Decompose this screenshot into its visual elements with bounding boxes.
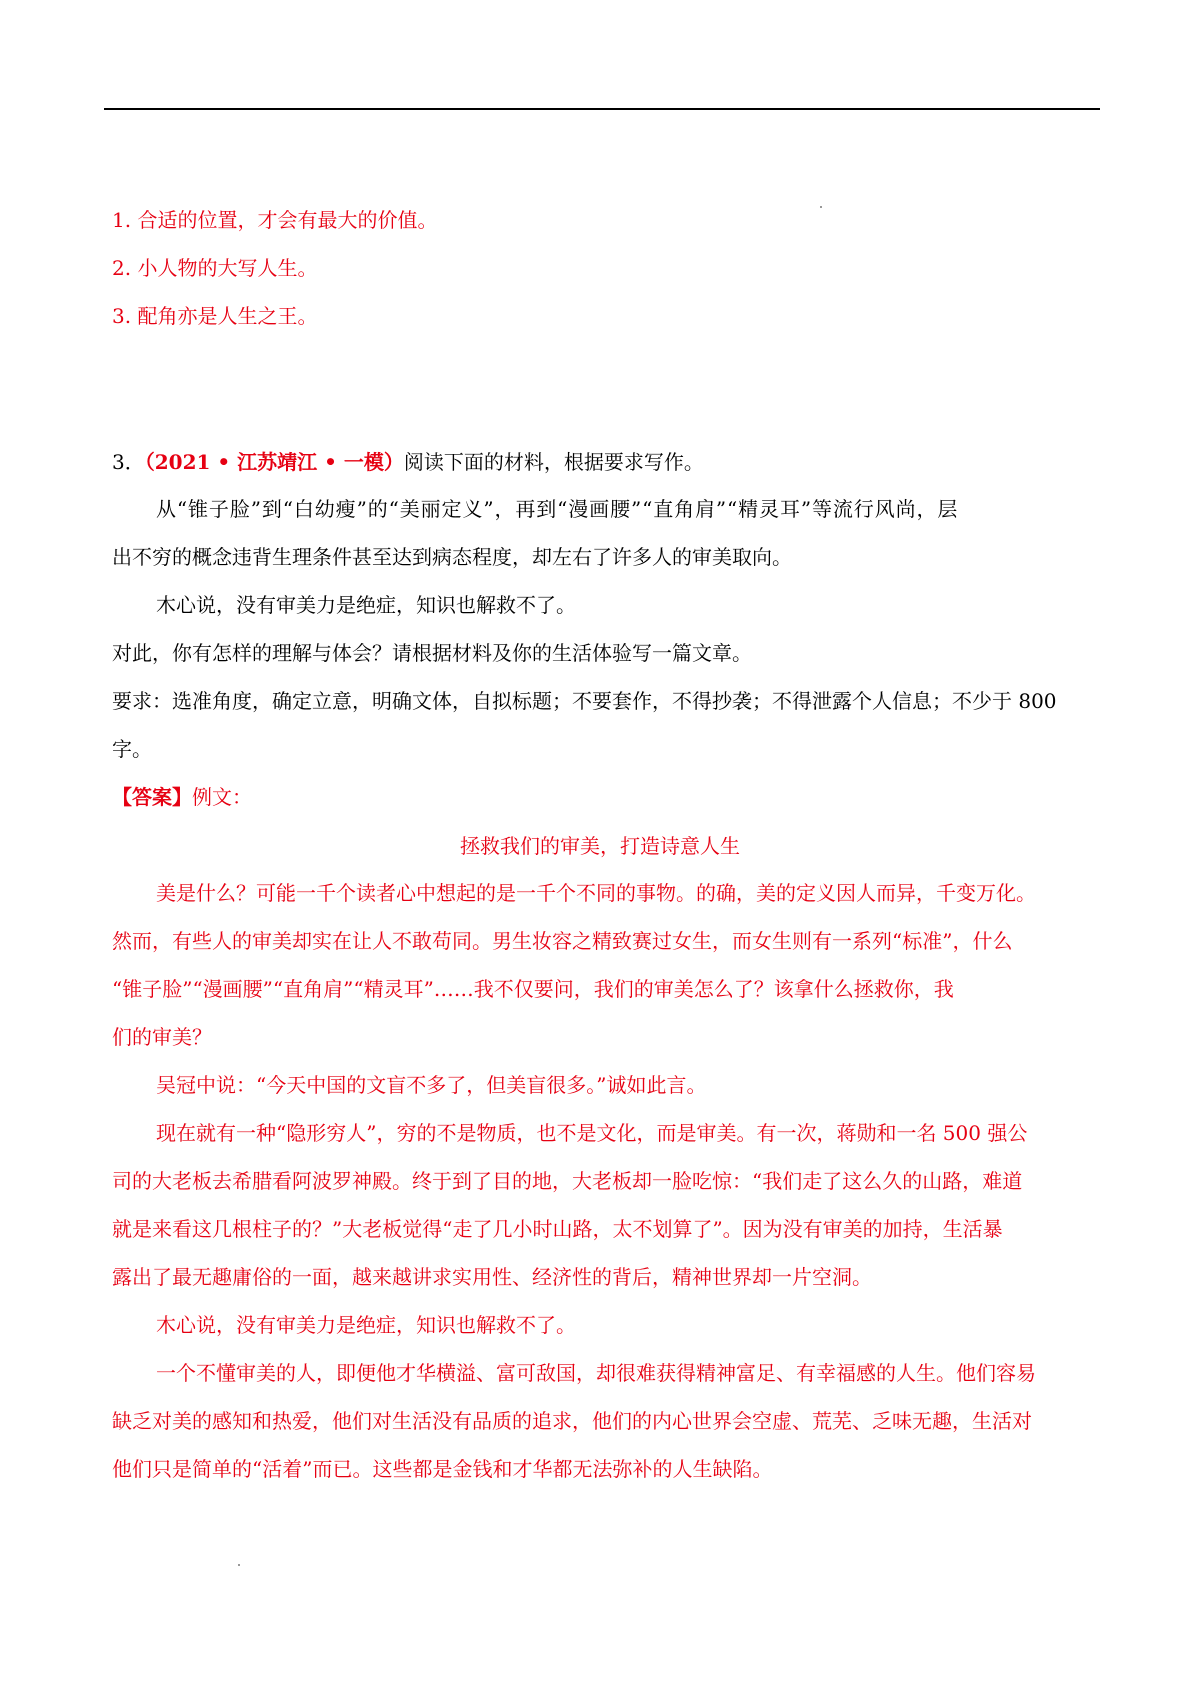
question-number: 3．: [112, 450, 145, 474]
material-line-3: 木心说，没有审美力是绝症，知识也解救不了。: [156, 593, 576, 617]
essay-line: 美是什么？可能一千个读者心中想起的是一千个不同的事物。的确，美的定义因人而异，千变万化。: [156, 881, 1036, 905]
idea-item-1: 1. 合适的位置，才会有最大的价值。: [112, 208, 438, 232]
essay-title: 拯救我们的审美，打造诗意人生: [460, 834, 740, 858]
essay-line: 一个不懂审美的人，即便他才华横溢、富可敌国，却很难获得精神富足、有幸福感的人生。他们容易: [156, 1361, 1036, 1385]
idea-item-3: 3. 配角亦是人生之王。: [112, 304, 318, 328]
requirements-line-2: 字。: [112, 737, 152, 761]
essay-line: 露出了最无趣庸俗的一面，越来越讲求实用性、经济性的背后，精神世界却一片空洞。: [112, 1265, 872, 1289]
essay-line: 他们只是简单的“活着”而已。这些都是金钱和才华都无法弥补的人生缺陷。: [112, 1457, 773, 1481]
question-heading: [112, 450, 704, 474]
scan-dot: [238, 1564, 240, 1566]
header-rule: [104, 108, 1100, 110]
answer-label: 【答案】: [112, 785, 192, 809]
idea-item-2: 2. 小人物的大写人生。: [112, 256, 318, 280]
question-instruction: 阅读下面的材料，根据要求写作。: [403, 450, 704, 474]
essay-line: 司的大老板去希腊看阿波罗神殿。终于到了目的地，大老板却一脸吃惊：“我们走了这么久的山路，难道: [112, 1169, 1023, 1193]
material-line-1: 从“锥子脸”到“白幼瘦”的“美丽定义”，再到“漫画腰”“直角肩”“精灵耳”等流行风尚，层: [156, 497, 959, 521]
scan-dot: [820, 206, 822, 208]
question-prompt: 对此，你有怎样的理解与体会？请根据材料及你的生活体验写一篇文章。: [112, 641, 752, 665]
essay-line: 然而，有些人的审美却实在让人不敢苟同。男生妆容之精致赛过女生，而女生则有一系列“标准”，什么: [112, 929, 1013, 953]
essay-line: 木心说，没有审美力是绝症，知识也解救不了。: [156, 1313, 576, 1337]
essay-line: 们的审美？: [112, 1025, 212, 1049]
question-source: （2021 • 江苏靖江 • 一模）: [144, 450, 404, 474]
example-label: 例文：: [192, 785, 252, 809]
answer-heading: [112, 785, 252, 809]
essay-line: 现在就有一种“隐形穷人”，穷的不是物质，也不是文化，而是审美。有一次，蒋勋和一名 500 强公: [156, 1121, 1028, 1145]
essay-line: 缺乏对美的感知和热爱，他们对生活没有品质的追求，他们的内心世界会空虚、荒芜、乏味无趣，生活对: [112, 1409, 1032, 1433]
requirements-line-1: 要求：选准角度，确定立意，明确文体，自拟标题；不要套作，不得抄袭；不得泄露个人信息；不少于 800: [112, 689, 1057, 713]
essay-line: “锥子脸”“漫画腰”“直角肩”“精灵耳”……我不仅要问，我们的审美怎么了？该拿什么拯救你，我: [112, 977, 954, 1001]
material-line-2: 出不穷的概念违背生理条件甚至达到病态程度，却左右了许多人的审美取向。: [112, 545, 792, 569]
essay-line: 吴冠中说：“今天中国的文盲不多了，但美盲很多。”诚如此言。: [156, 1073, 707, 1097]
essay-line: 就是来看这几根柱子的？”大老板觉得“走了几小时山路，太不划算了”。因为没有审美的加持，生活暴: [112, 1217, 1003, 1241]
